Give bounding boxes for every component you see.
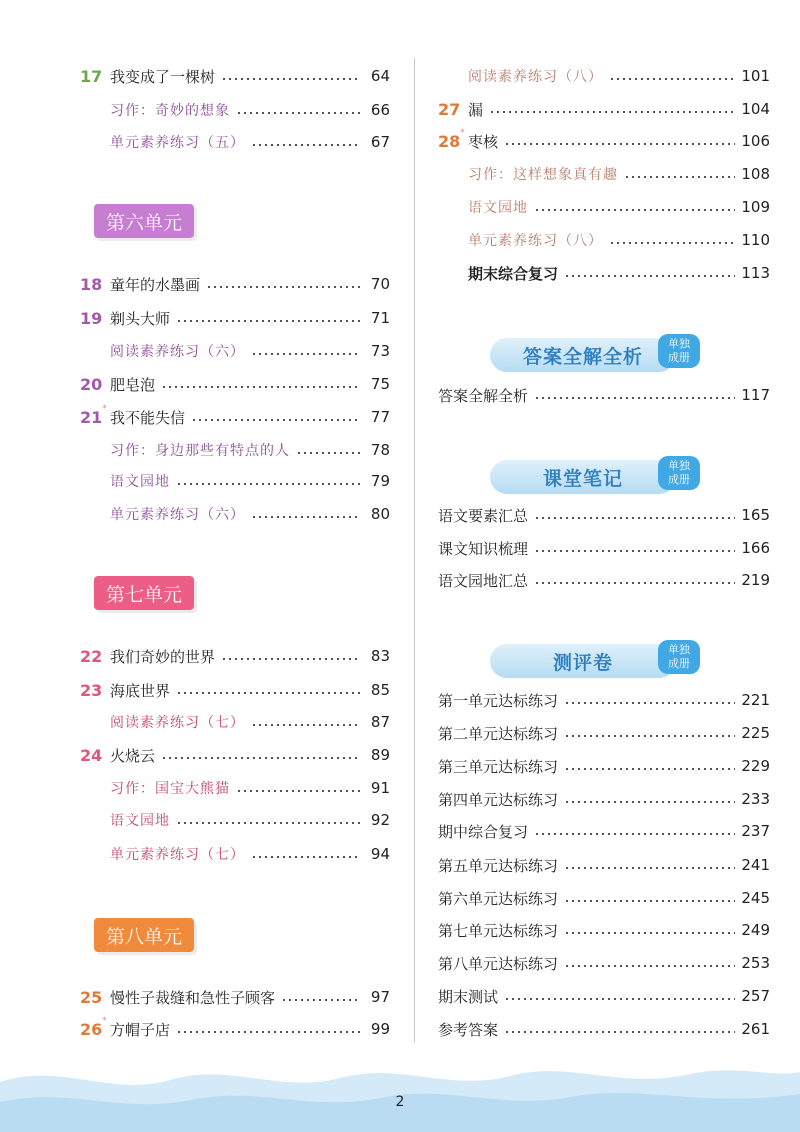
section-title: 测评卷 <box>490 644 676 678</box>
dot-leader <box>281 999 360 1001</box>
toc-entry <box>80 96 390 124</box>
toc-entry <box>80 304 390 332</box>
entry-title: 单元素养练习（六） <box>110 507 245 523</box>
lesson-number: 28 * <box>438 127 465 151</box>
dot-leader <box>296 452 360 454</box>
dot-leader <box>534 550 735 552</box>
page-ref: 109 <box>741 198 770 216</box>
dot-leader <box>534 209 735 211</box>
page-ref: 261 <box>741 1020 770 1038</box>
page-ref: 113 <box>741 264 770 282</box>
entry-title: 语文园地 <box>110 813 170 829</box>
dot-leader <box>176 320 360 322</box>
page-ref: 89 <box>370 746 390 764</box>
dot-leader <box>176 692 360 694</box>
page-ref: 79 <box>370 472 390 490</box>
page-ref: 91 <box>370 779 390 797</box>
page-ref: 70 <box>370 275 390 293</box>
toc-entry <box>438 785 770 813</box>
toc-entry <box>80 403 390 431</box>
toc-entry <box>438 949 770 977</box>
dot-leader <box>251 516 360 518</box>
page-ref: 77 <box>370 408 390 426</box>
page-ref: 92 <box>370 811 390 829</box>
page-ref: 66 <box>370 101 390 119</box>
entry-title: 语文园地汇总 <box>438 571 529 590</box>
dot-leader <box>191 419 360 421</box>
toc-entry <box>438 686 770 714</box>
page-ref: 233 <box>741 790 770 808</box>
page-ref: 245 <box>741 889 770 907</box>
dot-leader <box>176 1031 360 1033</box>
entry-title: 剃头大师 <box>110 309 171 328</box>
page-ref: 67 <box>370 133 390 151</box>
lesson-number: 21 * <box>80 403 107 427</box>
page-ref: 221 <box>741 691 770 709</box>
entry-title: 期中综合复习 <box>438 822 529 841</box>
dot-leader <box>534 397 735 399</box>
section-header <box>490 644 702 678</box>
page-ref: 225 <box>741 724 770 742</box>
entry-title: 习作：奇妙的想象 <box>110 103 230 119</box>
section-title: 答案全解全析 <box>490 338 676 372</box>
page-ref: 219 <box>741 571 770 589</box>
entry-title: 海底世界 <box>110 681 171 700</box>
page-ref: 104 <box>741 100 770 118</box>
toc-entry <box>80 128 390 156</box>
entry-title: 单元素养练习（八） <box>468 233 603 249</box>
entry-title: 阅读素养练习（七） <box>110 715 245 731</box>
dot-leader <box>176 822 360 824</box>
lesson-number: 23 <box>80 680 103 700</box>
entry-title: 语文园地 <box>110 474 170 490</box>
toc-entry <box>438 259 770 287</box>
dot-leader <box>504 1031 735 1033</box>
page-ref: 99 <box>370 1020 390 1038</box>
lesson-number: 25 <box>80 987 103 1007</box>
dot-leader <box>251 724 360 726</box>
dot-leader <box>236 112 360 114</box>
page-ref: 73 <box>370 342 390 360</box>
toc-entry <box>438 982 770 1010</box>
entry-title: 慢性子裁缝和急性子顾客 <box>110 988 276 1007</box>
entry-title: 参考答案 <box>438 1020 499 1039</box>
entry-title: 第四单元达标练习 <box>438 790 559 809</box>
entry-title: 第五单元达标练习 <box>438 856 559 875</box>
entry-title: 第八单元达标练习 <box>438 954 559 973</box>
entry-title: 第二单元达标练习 <box>438 724 559 743</box>
toc-entry <box>438 95 770 123</box>
page-ref: 64 <box>370 67 390 85</box>
toc-entry <box>80 270 390 298</box>
toc-entry <box>80 840 390 868</box>
entry-title: 肥皂泡 <box>110 375 156 394</box>
toc-entry <box>80 62 390 90</box>
toc-entry <box>80 983 390 1011</box>
toc-entry <box>438 160 770 188</box>
entry-title: 习作：这样想象真有趣 <box>468 167 618 183</box>
toc-entry <box>438 193 770 221</box>
toc-entry <box>438 566 770 594</box>
entry-title: 火烧云 <box>110 746 156 765</box>
page-ref: 166 <box>741 539 770 557</box>
column-divider <box>414 58 415 1043</box>
dot-leader <box>609 242 735 244</box>
page-ref: 117 <box>741 386 770 404</box>
page-ref: 229 <box>741 757 770 775</box>
entry-title: 习作：国宝大熊猫 <box>110 781 230 797</box>
dot-leader <box>206 286 360 288</box>
entry-title: 方帽子店 <box>110 1020 171 1039</box>
entry-title: 单元素养练习（五） <box>110 135 245 151</box>
section-title: 课堂笔记 <box>490 460 676 494</box>
dot-leader <box>564 965 735 967</box>
dot-leader <box>564 735 735 737</box>
dot-leader <box>221 78 360 80</box>
page-ref: 78 <box>370 441 390 459</box>
optional-star-mark: * <box>460 127 465 138</box>
page-ref: 83 <box>370 647 390 665</box>
dot-leader <box>504 143 735 145</box>
dot-leader <box>489 111 735 113</box>
page-ref: 241 <box>741 856 770 874</box>
entry-title: 第六单元达标练习 <box>438 889 559 908</box>
lesson-number: 17 <box>80 66 103 86</box>
page-number: 2 <box>395 1094 405 1110</box>
entry-title: 单元素养练习（七） <box>110 847 245 863</box>
toc-entry <box>438 127 770 155</box>
section-header <box>490 338 702 372</box>
toc-entry <box>438 62 770 90</box>
page-ref: 108 <box>741 165 770 183</box>
entry-title: 课文知识梳理 <box>438 539 529 558</box>
dot-leader <box>624 176 735 178</box>
section-header <box>490 460 702 494</box>
dot-leader <box>564 768 735 770</box>
entry-title: 我不能失信 <box>110 408 186 427</box>
toc-entry <box>80 708 390 736</box>
dot-leader <box>564 801 735 803</box>
page-ref: 101 <box>741 67 770 85</box>
entry-title: 我变成了一棵树 <box>110 67 216 86</box>
toc-entry <box>438 884 770 912</box>
lesson-number: 20 <box>80 374 103 394</box>
entry-title: 语文要素汇总 <box>438 506 529 525</box>
dot-leader <box>609 78 735 80</box>
lesson-number: 24 <box>80 745 103 765</box>
separate-booklet-tag: 单独 成册 <box>658 334 700 368</box>
toc-entry <box>438 719 770 747</box>
entry-title: 语文园地 <box>468 200 528 216</box>
page-ref: 97 <box>370 988 390 1006</box>
unit-badge: 第六单元 <box>94 204 194 238</box>
dot-leader <box>221 658 360 660</box>
toc-entry <box>438 817 770 845</box>
toc-entry <box>438 752 770 780</box>
page-ref: 237 <box>741 822 770 840</box>
lesson-number: 19 <box>80 308 103 328</box>
entry-title: 第七单元达标练习 <box>438 921 559 940</box>
toc-entry <box>438 916 770 944</box>
entry-title: 阅读素养练习（六） <box>110 344 245 360</box>
toc-entry <box>438 534 770 562</box>
dot-leader <box>161 386 360 388</box>
dot-leader <box>564 275 735 277</box>
unit-badge: 第七单元 <box>94 576 194 610</box>
dot-leader <box>251 353 360 355</box>
entry-title: 习作：身边那些有特点的人 <box>110 443 290 459</box>
page-ref: 75 <box>370 375 390 393</box>
dot-leader <box>251 856 360 858</box>
page-ref: 257 <box>741 987 770 1005</box>
page-ref: 165 <box>741 506 770 524</box>
toc-entry <box>80 741 390 769</box>
toc-entry <box>80 436 390 464</box>
toc-entry <box>80 370 390 398</box>
lesson-number: 22 <box>80 646 103 666</box>
page-ref: 85 <box>370 681 390 699</box>
lesson-number: 27 <box>438 99 461 119</box>
entry-title: 我们奇妙的世界 <box>110 647 216 666</box>
optional-star-mark: * <box>102 1015 107 1026</box>
dot-leader <box>534 517 735 519</box>
entry-title: 第一单元达标练习 <box>438 691 559 710</box>
page-ref: 106 <box>741 132 770 150</box>
toc-entry <box>80 806 390 834</box>
page-ref: 110 <box>741 231 770 249</box>
dot-leader <box>564 932 735 934</box>
lesson-number: 26 * <box>80 1015 107 1039</box>
toc-entry <box>80 337 390 365</box>
dot-leader <box>176 483 360 485</box>
page-ref: 87 <box>370 713 390 731</box>
page-ref: 80 <box>370 505 390 523</box>
entry-title: 期末测试 <box>438 987 499 1006</box>
toc-entry <box>438 381 770 409</box>
footer-wave-decoration <box>0 1042 800 1132</box>
toc-entry <box>80 467 390 495</box>
dot-leader <box>161 757 360 759</box>
entry-title: 第三单元达标练习 <box>438 757 559 776</box>
dot-leader <box>236 790 360 792</box>
optional-star-mark: * <box>102 403 107 414</box>
toc-entry <box>438 226 770 254</box>
entry-title: 漏 <box>468 100 484 119</box>
separate-booklet-tag: 单独 成册 <box>658 456 700 490</box>
entry-title: 枣核 <box>468 132 499 151</box>
dot-leader <box>564 867 735 869</box>
unit-badge: 第八单元 <box>94 918 194 952</box>
page-ref: 253 <box>741 954 770 972</box>
dot-leader <box>504 998 735 1000</box>
dot-leader <box>564 900 735 902</box>
lesson-number: 18 <box>80 274 103 294</box>
page-ref: 94 <box>370 845 390 863</box>
toc-entry <box>80 500 390 528</box>
entry-title: 期末综合复习 <box>468 264 559 283</box>
entry-title: 阅读素养练习（八） <box>468 69 603 85</box>
dot-leader <box>534 582 735 584</box>
toc-entry <box>80 676 390 704</box>
entry-title: 童年的水墨画 <box>110 275 201 294</box>
dot-leader <box>251 144 360 146</box>
page-ref: 249 <box>741 921 770 939</box>
toc-entry <box>80 642 390 670</box>
dot-leader <box>564 702 735 704</box>
toc-entry <box>80 1015 390 1043</box>
entry-title: 答案全解全析 <box>438 386 529 405</box>
toc-entry <box>80 774 390 802</box>
toc-entry <box>438 501 770 529</box>
separate-booklet-tag: 单独 成册 <box>658 640 700 674</box>
dot-leader <box>534 833 735 835</box>
toc-entry <box>438 1015 770 1043</box>
page-ref: 71 <box>370 309 390 327</box>
toc-entry <box>438 851 770 879</box>
